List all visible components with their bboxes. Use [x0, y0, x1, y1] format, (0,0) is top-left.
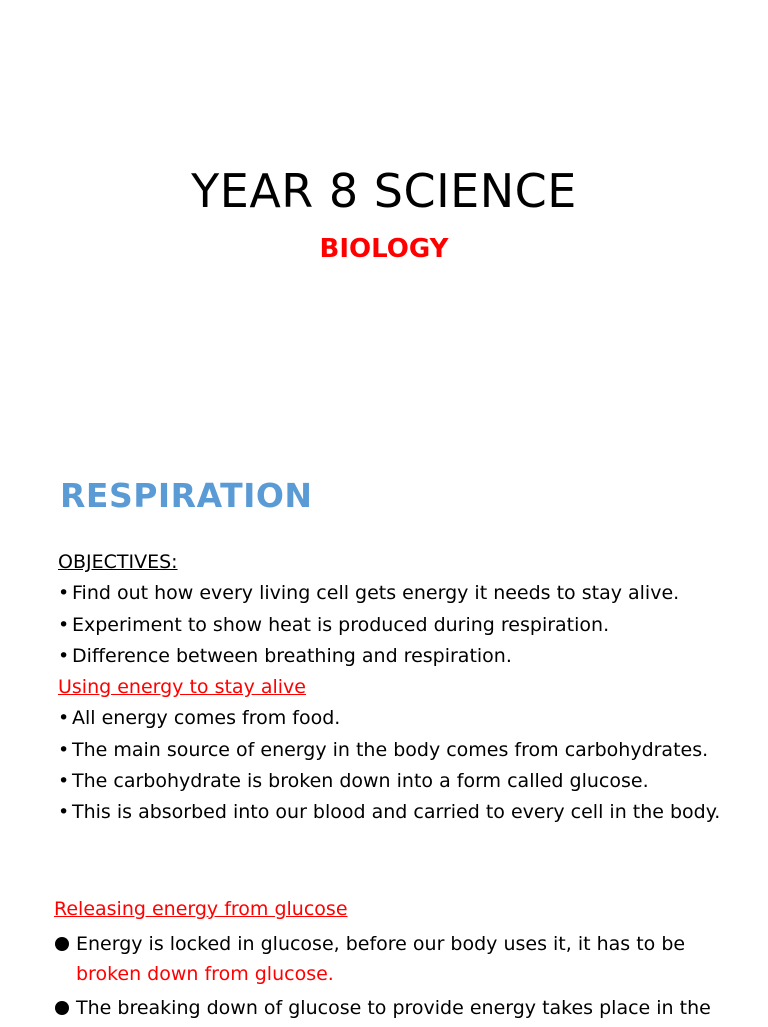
objectives-heading: OBJECTIVES:	[58, 551, 178, 573]
objectives-item: • Experiment to show heat is produced during respiration.	[58, 610, 748, 641]
page-subtitle: BIOLOGY	[319, 234, 449, 264]
content-block	[58, 547, 748, 829]
bullet-icon: •	[58, 738, 70, 761]
using-energy-item: • All energy comes from food.	[58, 703, 748, 734]
bullet-disc-icon	[55, 1001, 69, 1015]
using-energy-item: • This is absorbed into our blood and carried to every cell in the body.	[58, 797, 748, 828]
bullet-icon: •	[58, 613, 70, 636]
bullet-icon: •	[58, 707, 70, 730]
using-energy-item: • The carbohydrate is broken down into a form called glucose.	[58, 766, 748, 797]
page-title: YEAR 8 SCIENCE	[191, 164, 577, 218]
list-item: The breaking down of glucose to provide energy takes place in the	[54, 993, 744, 1023]
objectives-item: • Difference between breathing and respiration.	[58, 641, 748, 672]
bullet-icon: •	[58, 582, 70, 605]
list-item: Energy is locked in glucose, before our body uses it, it has to be broken down from glucose.	[54, 929, 744, 989]
section-heading: RESPIRATION	[60, 476, 313, 515]
using-energy-item: • The main source of energy in the body comes from carbohydrates.	[58, 735, 748, 766]
using-energy-heading: Using energy to stay alive	[58, 676, 306, 699]
releasing-energy-heading: Releasing energy from glucose	[54, 898, 348, 920]
objectives-item: • Find out how every living cell gets energy it needs to stay alive.	[58, 578, 748, 609]
bullet-icon: •	[58, 644, 70, 667]
releasing-energy-list	[54, 929, 744, 1027]
bullet-disc-icon	[55, 937, 69, 951]
bullet-icon: •	[58, 770, 70, 793]
bullet-icon: •	[58, 801, 70, 824]
